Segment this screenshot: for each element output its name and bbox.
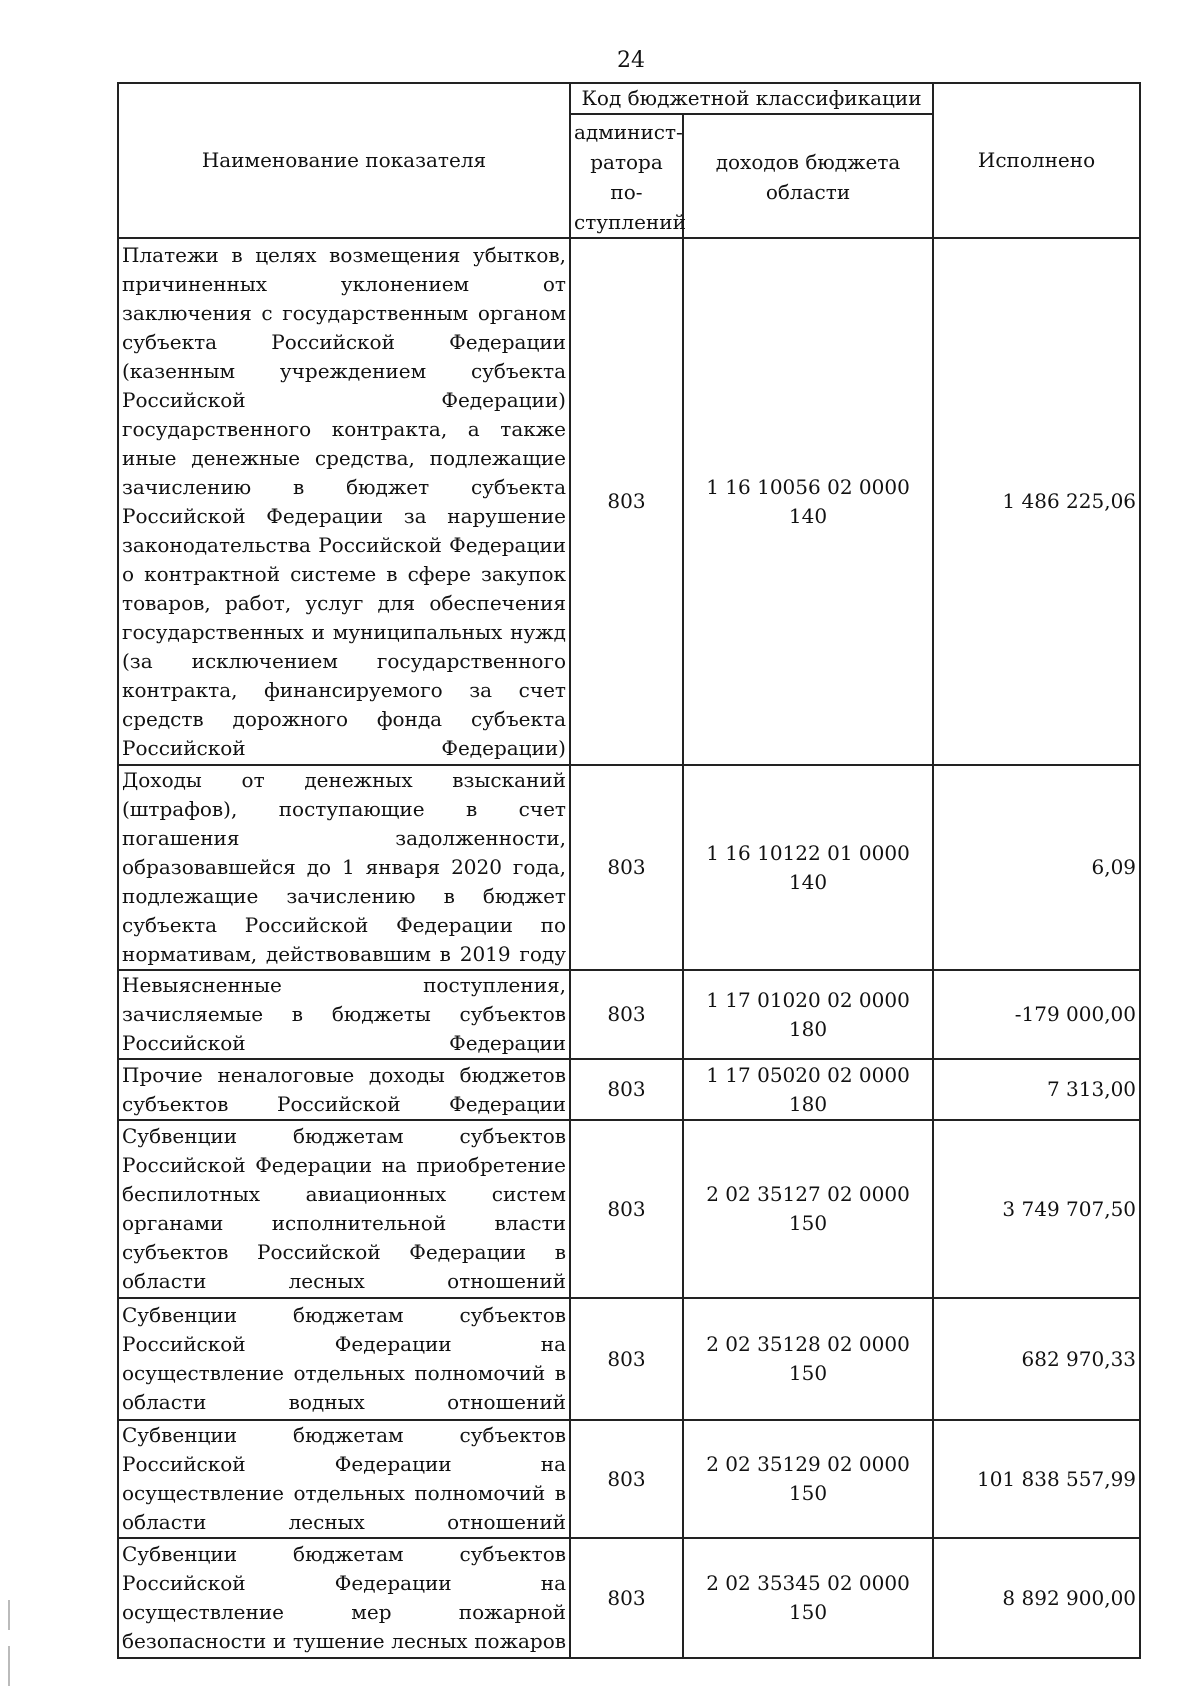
row-admin-code: 803 [570, 1538, 683, 1658]
row-amount: 3 749 707,50 [933, 1120, 1140, 1298]
row-amount: 1 486 225,06 [933, 238, 1140, 765]
row-revenue-code: 1 17 01020 02 0000 180 [683, 970, 933, 1059]
row-amount: 7 313,00 [933, 1059, 1140, 1120]
row-admin-code: 803 [570, 765, 683, 970]
row-admin-code: 803 [570, 1298, 683, 1420]
row-name: Невыясненные поступления, зачисляемые в бюджеты субъектов Российской Федерации [118, 970, 570, 1059]
header-admin-code-text: админист-ратора по-ступлений [574, 120, 686, 234]
header-executed: Исполнено [933, 83, 1140, 238]
table-row [118, 1538, 1140, 1658]
row-revenue-code: 2 02 35345 02 0000 150 [683, 1538, 933, 1658]
table-row [118, 765, 1140, 970]
table-row [118, 970, 1140, 1059]
row-amount: 682 970,33 [933, 1298, 1140, 1420]
header-indicator-name: Наименование показателя [118, 83, 570, 238]
row-revenue-code: 2 02 35127 02 0000 150 [683, 1120, 933, 1298]
row-name: Платежи в целях возмещения убытков, причиненных уклонением от заключения с государственным органом субъекта Российской Федерации (казенным учреждением субъекта Российской Федерации) государственного контракта, а также иные денежные средства, подлежащие зачислению в бюджет субъекта Российской Федерации за нарушение законодательства Российской Федерации о контрактной системе в сфере закупок товаров, работ, услуг для обеспечения государственных и муниципальных нужд (за исключением государственного контракта, финансируемого за счет средств дорожного фонда субъекта Российской Федерации) [118, 238, 570, 765]
row-admin-code: 803 [570, 1059, 683, 1120]
table-row [118, 1059, 1140, 1120]
row-amount: -179 000,00 [933, 970, 1140, 1059]
header-budget-code: Код бюджетной классификации [570, 83, 933, 114]
row-name: Субвенции бюджетам субъектов Российской Федерации на осуществление отдельных полномочий в области лесных отношений [118, 1420, 570, 1538]
table-row [118, 1420, 1140, 1538]
row-admin-code: 803 [570, 970, 683, 1059]
scan-edge-mark [8, 1600, 10, 1630]
budget-revenue-table [117, 82, 1141, 1659]
row-revenue-code: 1 17 05020 02 0000 180 [683, 1059, 933, 1120]
row-name: Субвенции бюджетам субъектов Российской Федерации на приобретение беспилотных авиационных систем органами исполнительной власти субъектов Российской Федерации в области лесных отношений [118, 1120, 570, 1298]
row-amount: 101 838 557,99 [933, 1420, 1140, 1538]
row-revenue-code: 1 16 10056 02 0000 140 [683, 238, 933, 765]
row-revenue-code: 1 16 10122 01 0000 140 [683, 765, 933, 970]
row-name: Субвенции бюджетам субъектов Российской Федерации на осуществление отдельных полномочий в области водных отношений [118, 1298, 570, 1420]
scan-edge-mark [8, 1646, 10, 1686]
row-amount: 6,09 [933, 765, 1140, 970]
row-name: Доходы от денежных взысканий (штрафов), поступающие в счет погашения задолженности, образовавшейся до 1 января 2020 года, подлежащие зачислению в бюджет субъекта Российской Федерации по нормативам, действовавшим в 2019 году [118, 765, 570, 970]
page-number: 24 [617, 48, 645, 73]
header-admin-code [570, 114, 686, 238]
table-row [118, 238, 1140, 765]
row-revenue-code: 2 02 35129 02 0000 150 [683, 1420, 933, 1538]
row-admin-code: 803 [570, 1420, 683, 1538]
row-amount: 8 892 900,00 [933, 1538, 1140, 1658]
row-name: Прочие неналоговые доходы бюджетов субъектов Российской Федерации [118, 1059, 570, 1120]
row-admin-code: 803 [570, 1120, 683, 1298]
row-admin-code: 803 [570, 238, 683, 765]
row-name: Субвенции бюджетам субъектов Российской Федерации на осуществление мер пожарной безопасности и тушение лесных пожаров [118, 1538, 570, 1658]
header-revenue-code: доходов бюджета области [683, 114, 933, 238]
table-row [118, 1298, 1140, 1420]
table-row [118, 1120, 1140, 1298]
row-revenue-code: 2 02 35128 02 0000 150 [683, 1298, 933, 1420]
